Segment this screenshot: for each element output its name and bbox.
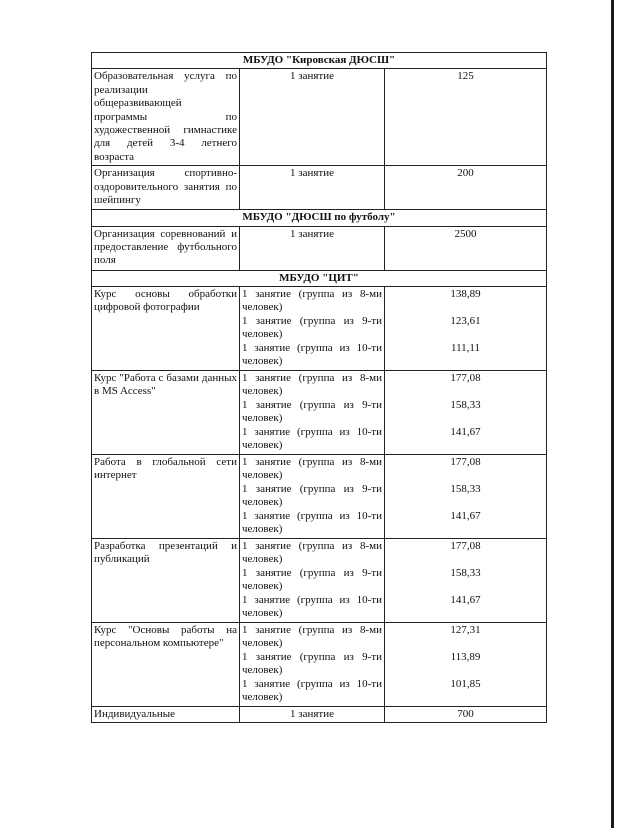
unit-cell: 1 занятие xyxy=(240,707,385,723)
price-item: 177,08 xyxy=(450,372,481,385)
section-heading: МБУДО "ЦИТ" xyxy=(92,270,547,286)
section-heading: МБУДО "ДЮСШ по футболу" xyxy=(92,210,547,226)
price-item: 158,33 xyxy=(450,567,481,580)
unit-cell xyxy=(240,623,385,707)
price-item: 158,33 xyxy=(450,399,481,412)
price-item: 123,61 xyxy=(450,315,481,328)
price-item: 158,33 xyxy=(450,483,481,496)
service-name: Курс "Работа с базами данных в MS Access" xyxy=(92,371,240,455)
section-header-row xyxy=(92,210,547,226)
table-row xyxy=(92,623,547,707)
unit-item: 1 занятие (группа из 8-ми человек) xyxy=(242,456,382,482)
price-cell xyxy=(385,623,547,707)
unit-item: 1 занятие (группа из 8-ми человек) xyxy=(242,288,382,314)
unit-cell xyxy=(240,371,385,455)
price-item: 141,67 xyxy=(450,426,481,439)
table-row xyxy=(92,371,547,455)
unit-cell: 1 занятие xyxy=(240,69,385,166)
table-row xyxy=(92,226,547,270)
section-header-row xyxy=(92,53,547,69)
price-cell xyxy=(385,287,547,371)
page-edge-line xyxy=(611,0,614,828)
price-cell: 700 xyxy=(385,707,547,723)
unit-item: 1 занятие (группа из 9-ти человек) xyxy=(242,399,382,425)
price-item: 141,67 xyxy=(450,510,481,523)
unit-cell: 1 занятие xyxy=(240,226,385,270)
table-row xyxy=(92,539,547,623)
unit-item: 1 занятие (группа из 9-ти человек) xyxy=(242,483,382,509)
unit-cell xyxy=(240,539,385,623)
table-row xyxy=(92,287,547,371)
unit-item: 1 занятие (группа из 10-ти человек) xyxy=(242,426,382,452)
section-heading: МБУДО "Кировская ДЮСШ" xyxy=(92,53,547,69)
unit-item: 1 занятие (группа из 9-ти человек) xyxy=(242,651,382,677)
service-name: Курс "Основы работы на персональном компьютере" xyxy=(92,623,240,707)
unit-item: 1 занятие (группа из 10-ти человек) xyxy=(242,678,382,704)
unit-item: 1 занятие (группа из 10-ти человек) xyxy=(242,594,382,620)
service-name: Курс основы обработки цифровой фотографии xyxy=(92,287,240,371)
price-cell xyxy=(385,371,547,455)
price-item: 127,31 xyxy=(450,624,481,637)
price-item: 177,08 xyxy=(450,540,481,553)
table-row xyxy=(92,707,547,723)
price-cell xyxy=(385,455,547,539)
service-name: Образовательная услуга по реализации общеразвивающей программы по художественной гимнастике для детей 3-4 летнего возраста xyxy=(92,69,240,166)
table-row xyxy=(92,166,547,210)
unit-item: 1 занятие (группа из 8-ми человек) xyxy=(242,372,382,398)
price-item: 141,67 xyxy=(450,594,481,607)
service-name: Организация спортивно-оздоровительного занятия по шейпингу xyxy=(92,166,240,210)
unit-cell xyxy=(240,287,385,371)
price-item: 177,08 xyxy=(450,456,481,469)
unit-item: 1 занятие (группа из 10-ти человек) xyxy=(242,510,382,536)
service-name: Индивидуальные xyxy=(92,707,240,723)
price-cell: 200 xyxy=(385,166,547,210)
price-cell: 2500 xyxy=(385,226,547,270)
price-table xyxy=(91,52,547,723)
section-header-row xyxy=(92,270,547,286)
price-item: 111,11 xyxy=(450,342,481,355)
table-row xyxy=(92,455,547,539)
price-cell xyxy=(385,539,547,623)
unit-item: 1 занятие (группа из 10-ти человек) xyxy=(242,342,382,368)
service-name: Работа в глобальной сети интернет xyxy=(92,455,240,539)
price-cell: 125 xyxy=(385,69,547,166)
price-item: 101,85 xyxy=(450,678,481,691)
table-row xyxy=(92,69,547,166)
unit-cell: 1 занятие xyxy=(240,166,385,210)
unit-cell xyxy=(240,455,385,539)
price-item: 138,89 xyxy=(450,288,481,301)
price-item: 113,89 xyxy=(450,651,481,664)
unit-item: 1 занятие (группа из 8-ми человек) xyxy=(242,624,382,650)
unit-item: 1 занятие (группа из 9-ти человек) xyxy=(242,567,382,593)
unit-item: 1 занятие (группа из 8-ми человек) xyxy=(242,540,382,566)
unit-item: 1 занятие (группа из 9-ти человек) xyxy=(242,315,382,341)
service-name: Организация соревнований и предоставление футбольного поля xyxy=(92,226,240,270)
service-name: Разработка презентаций и публикаций xyxy=(92,539,240,623)
